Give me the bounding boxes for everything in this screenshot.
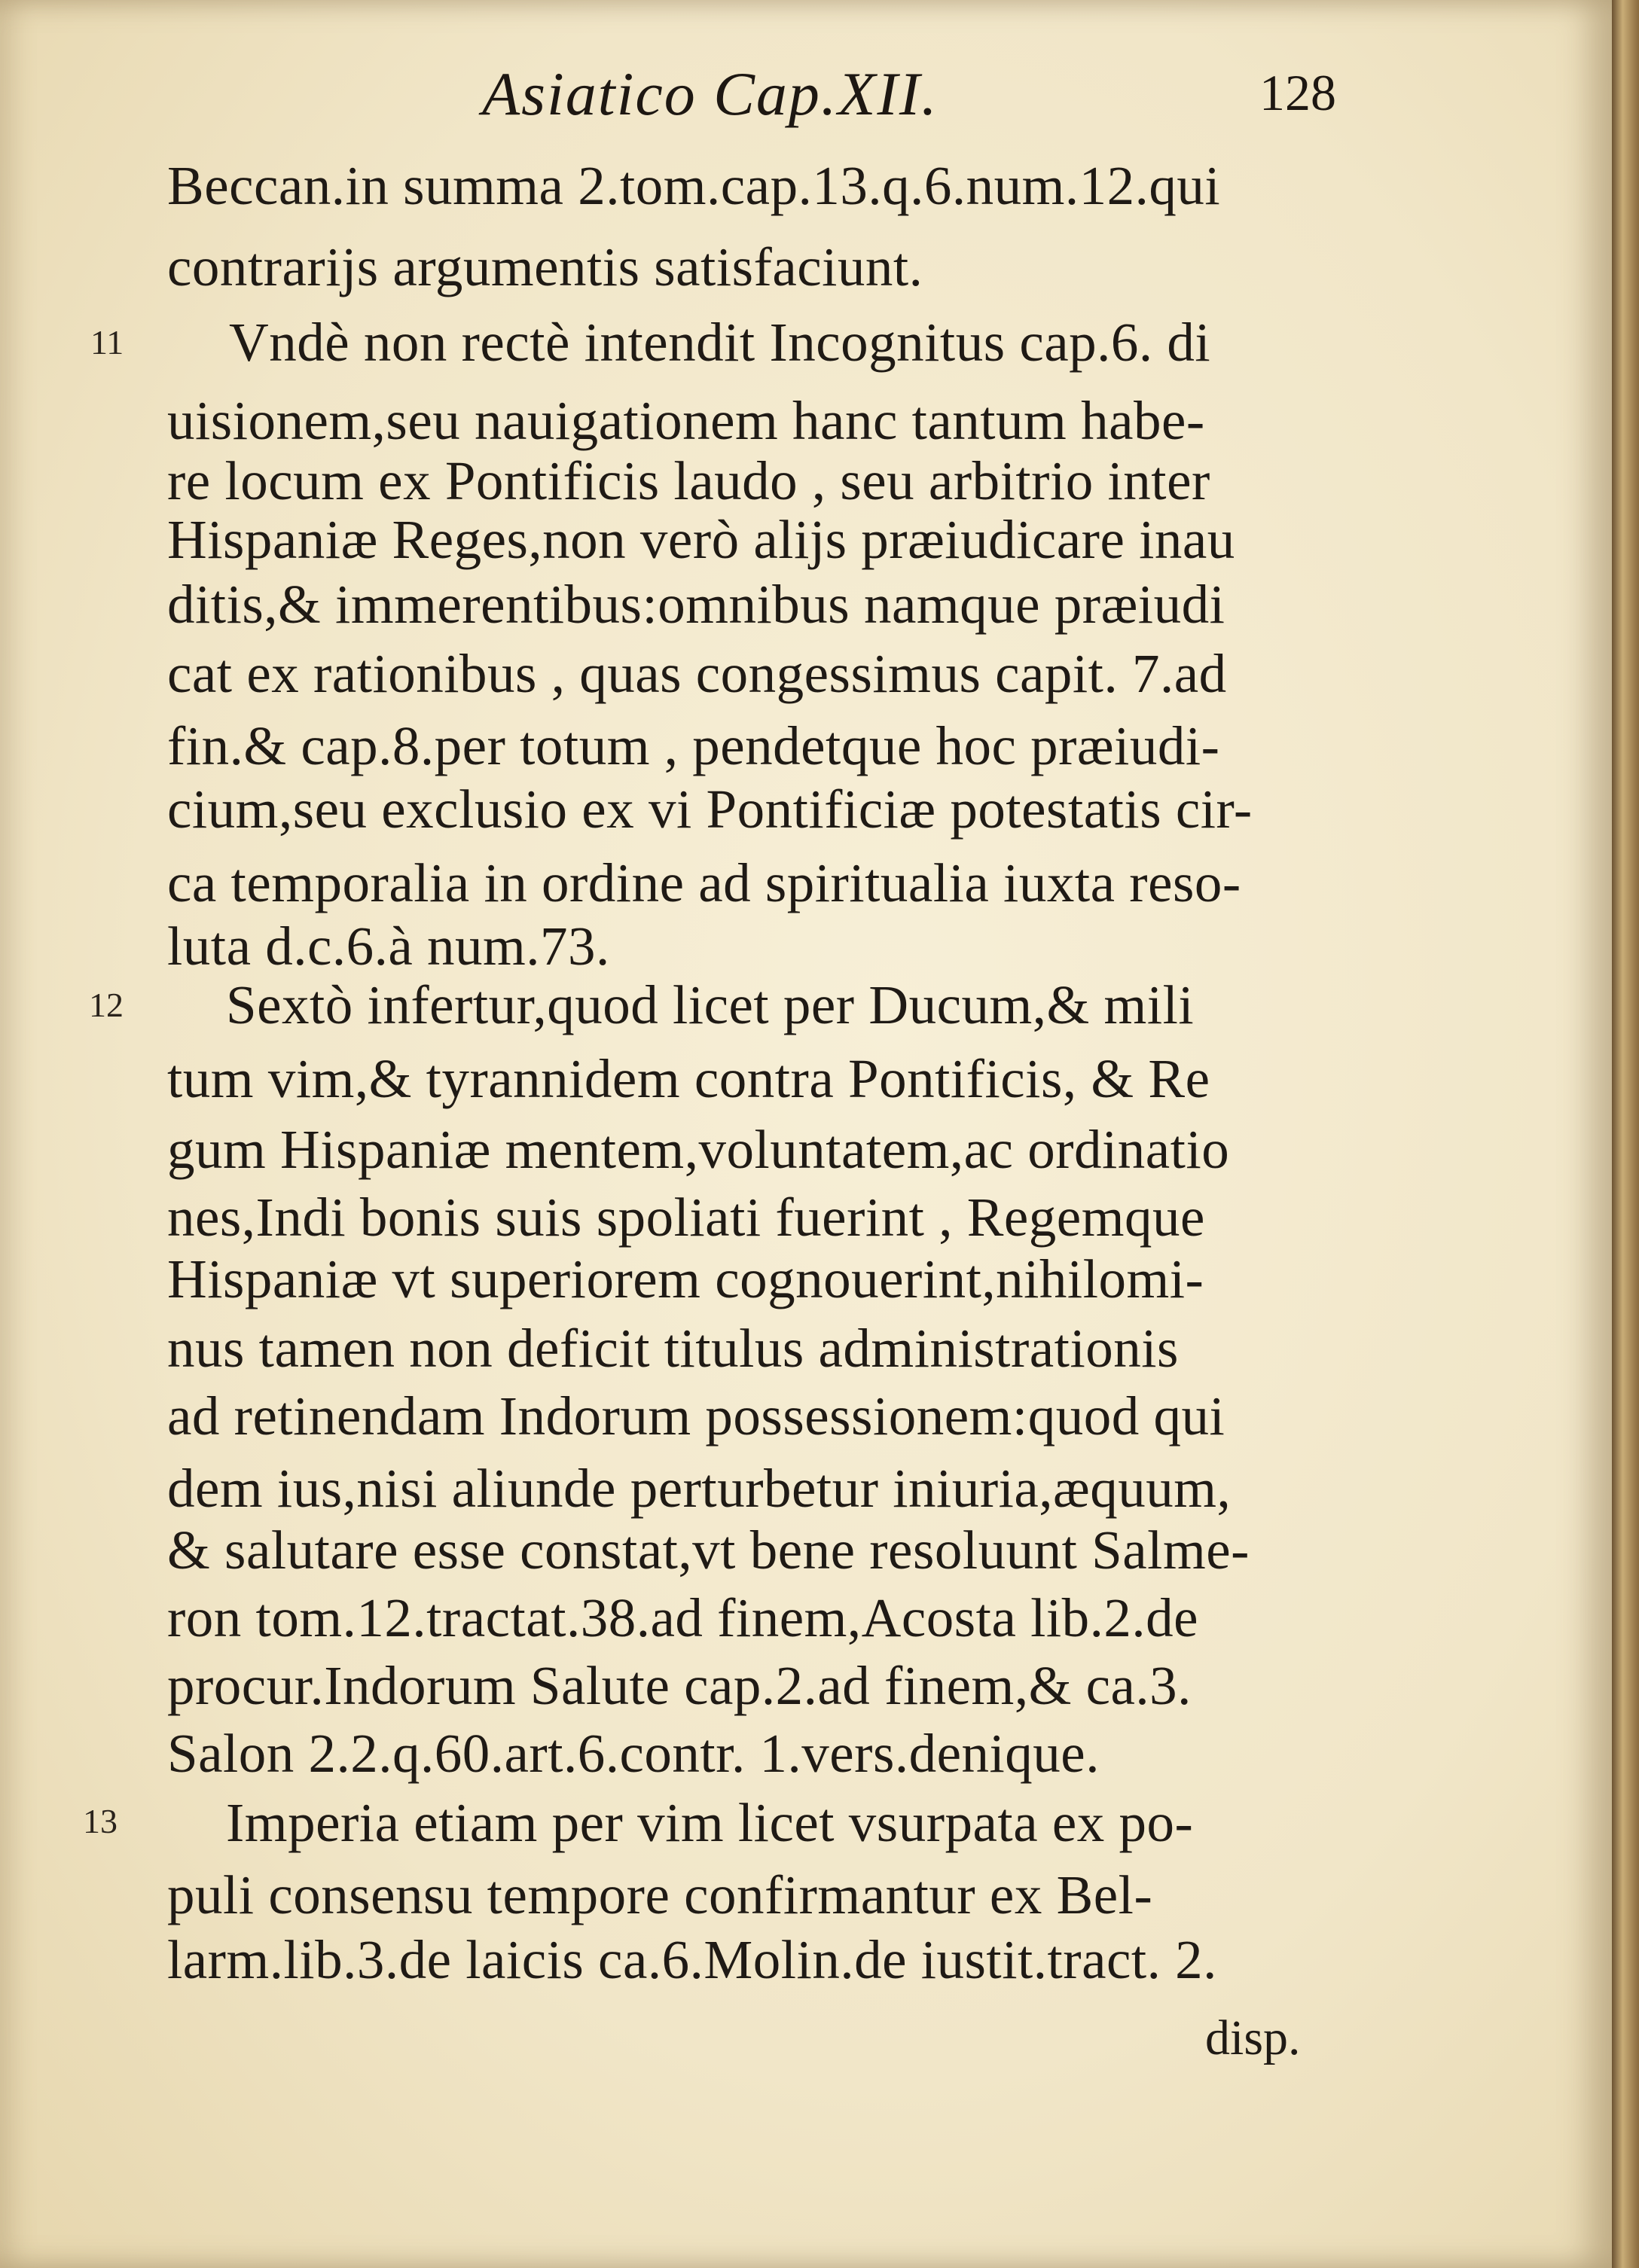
text-line: luta d.c.6.à num.73. xyxy=(167,916,610,977)
text-line: Imperia etiam per vim licet vsurpata ex po- xyxy=(226,1792,1194,1853)
margin-number-13: 13 xyxy=(83,1802,118,1840)
text-line: Sextò infertur,quod licet per Ducum,& mili xyxy=(226,974,1195,1035)
folio-number: 128 xyxy=(1259,64,1336,121)
text-line: gum Hispaniæ mentem,voluntatem,ac ordinatio xyxy=(167,1119,1230,1180)
text-line: nus tamen non deficit titulus administrationis xyxy=(167,1318,1179,1379)
text-line: Beccan.in summa 2.tom.cap.13.q.6.num.12.qui xyxy=(167,155,1221,216)
text-line: Vndè non rectè intendit Incognitus cap.6. di xyxy=(229,312,1211,373)
text-line: tum vim,& tyrannidem contra Pontificis, & Re xyxy=(167,1048,1210,1109)
book-edge xyxy=(1612,0,1639,2268)
margin-number-12: 12 xyxy=(89,986,124,1024)
text-line: cium,seu exclusio ex vi Pontificiæ potestatis cir- xyxy=(167,779,1253,840)
text-line: larm.lib.3.de laicis ca.6.Molin.de iustit.tract. 2. xyxy=(167,1929,1217,1990)
text-line: ad retinendam Indorum possessionem:quod qui xyxy=(167,1385,1225,1446)
text-line: Hispaniæ vt superiorem cognouerint,nihilomi- xyxy=(167,1248,1204,1309)
running-head-title: Asiatico Cap.XII. xyxy=(482,59,939,128)
text-line: re locum ex Pontificis laudo , seu arbitrio inter xyxy=(167,450,1210,511)
text-line: Hispaniæ Reges,non verò alijs præiudicare inau xyxy=(167,509,1235,570)
text-line: nes,Indi bonis suis spoliati fuerint , Regemque xyxy=(167,1187,1205,1248)
text-line: ditis,& immerentibus:omnibus namque præiudi xyxy=(167,574,1225,635)
text-line: ca temporalia in ordine ad spiritualia iuxta reso- xyxy=(167,852,1241,913)
catchword: disp. xyxy=(1205,2010,1301,2065)
text-line: uisionem,seu nauigationem hanc tantum habe- xyxy=(167,390,1205,451)
text-line: & salutare esse constat,vt bene resoluunt Salme- xyxy=(167,1520,1250,1581)
text-line: puli consensu tempore confirmantur ex Bel- xyxy=(167,1864,1153,1925)
text-line: contrarijs argumentis satisfaciunt. xyxy=(167,236,923,297)
running-head xyxy=(0,59,1612,142)
text-line: fin.& cap.8.per totum , pendetque hoc præiudi- xyxy=(167,715,1220,776)
text-line: cat ex rationibus , quas congessimus capit. 7.ad xyxy=(167,643,1227,704)
text-line: dem ius,nisi aliunde perturbetur iniuria,æquum, xyxy=(167,1458,1232,1519)
text-line: ron tom.12.tractat.38.ad finem,Acosta lib.2.de xyxy=(167,1587,1199,1648)
text-line: Salon 2.2.q.60.art.6.contr. 1.vers.denique. xyxy=(167,1723,1100,1784)
margin-number-11: 11 xyxy=(90,323,124,361)
text-line: procur.Indorum Salute cap.2.ad finem,& ca.3. xyxy=(167,1655,1192,1716)
